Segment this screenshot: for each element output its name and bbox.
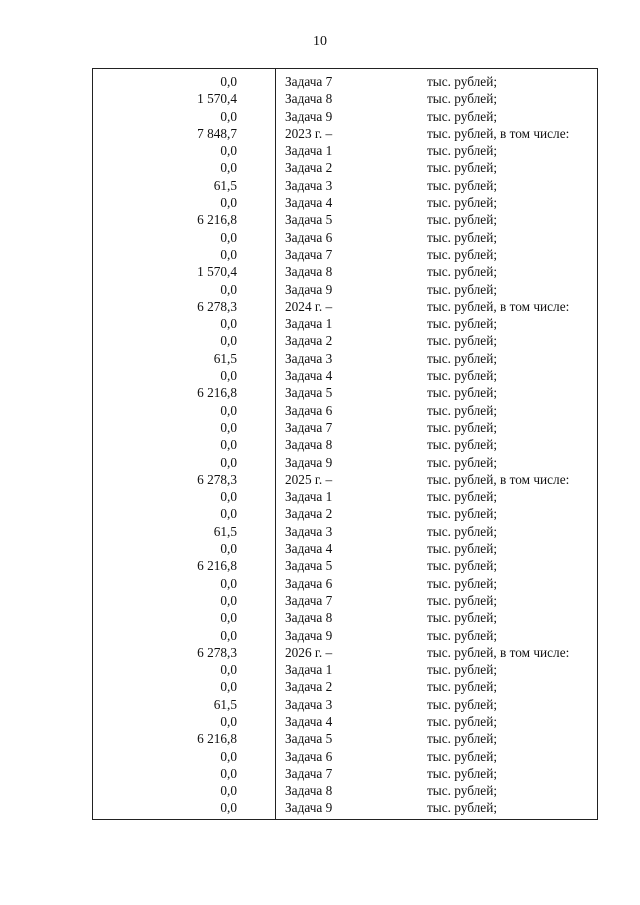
table-row [220,799,597,816]
row-value: 1 570,4 [197,264,237,280]
row-unit: тыс. рублей; [427,713,498,729]
table-row [220,142,597,159]
row-value: 0,0 [220,160,237,176]
row-value: 0,0 [220,108,237,124]
row-value: 6 216,8 [197,385,237,401]
row-label: Задача 2 [285,333,333,349]
row-label: Задача 8 [285,437,333,453]
row-unit: тыс. рублей; [427,765,498,781]
row-label: Задача 7 [285,592,333,608]
row-label: Задача 6 [285,402,333,418]
table-row [220,765,597,782]
table-row [220,367,597,384]
row-value: 0,0 [220,575,237,591]
row-unit: тыс. рублей; [427,800,498,816]
row-value: 0,0 [220,610,237,626]
row-unit: тыс. рублей; [427,662,498,678]
row-value: 0,0 [220,679,237,695]
row-label: Задача 7 [285,765,333,781]
row-unit: тыс. рублей; [427,229,498,245]
row-unit: тыс. рублей; [427,212,498,228]
row-value: 0,0 [220,316,237,332]
table-row [197,644,597,661]
row-label: Задача 1 [285,316,333,332]
row-label: Задача 9 [285,800,333,816]
table-right-column [197,73,597,817]
row-label: 2023 г. – [285,125,333,141]
row-value: 6 278,3 [197,298,237,314]
row-unit: тыс. рублей; [427,541,498,557]
row-unit: тыс. рублей; [427,195,498,211]
table-row [197,125,597,142]
table-row [220,540,597,557]
row-value: 0,0 [220,402,237,418]
row-label: Задача 2 [285,160,333,176]
row-value: 0,0 [220,627,237,643]
row-value: 6 216,8 [197,731,237,747]
table-row [220,678,597,695]
row-unit: тыс. рублей; [427,437,498,453]
row-unit: тыс. рублей, в том числе: [427,298,570,314]
row-label: Задача 2 [285,506,333,522]
row-value: 61,5 [213,177,237,193]
row-unit: тыс. рублей; [427,160,498,176]
row-unit: тыс. рублей; [427,177,498,193]
row-label: Задача 8 [285,610,333,626]
row-value: 0,0 [220,489,237,505]
row-value: 0,0 [220,713,237,729]
row-value: 6 278,3 [197,644,237,660]
table-row [220,609,597,626]
row-value: 0,0 [220,246,237,262]
table-row [197,384,597,401]
table-row [220,454,597,471]
row-unit: тыс. рублей; [427,350,498,366]
table-row [220,661,597,678]
row-label: Задача 8 [285,264,333,280]
row-unit: тыс. рублей; [427,783,498,799]
row-value: 0,0 [220,143,237,159]
row-label: 2024 г. – [285,298,333,314]
row-unit: тыс. рублей; [427,454,498,470]
row-unit: тыс. рублей, в том числе: [427,471,570,487]
table-row [213,350,597,367]
row-label: Задача 1 [285,662,333,678]
table-row [220,73,597,90]
row-value: 0,0 [220,419,237,435]
row-unit: тыс. рублей; [427,108,498,124]
row-value: 0,0 [220,368,237,384]
row-value: 1 570,4 [197,91,237,107]
row-label: Задача 7 [285,246,333,262]
row-value: 0,0 [220,783,237,799]
row-label: Задача 4 [285,195,333,211]
row-unit: тыс. рублей; [427,506,498,522]
row-value: 0,0 [220,229,237,245]
row-label: Задача 9 [285,281,333,297]
row-value: 7 848,7 [197,125,237,141]
table-row [213,523,597,540]
table-row [220,627,597,644]
table-row [197,471,597,488]
table-row [197,730,597,747]
row-label: Задача 9 [285,454,333,470]
row-unit: тыс. рублей, в том числе: [427,125,570,141]
row-label: Задача 6 [285,575,333,591]
table-row [213,696,597,713]
table-row [220,281,597,298]
table-row [220,159,597,176]
row-value: 0,0 [220,541,237,557]
row-unit: тыс. рублей; [427,610,498,626]
row-value: 0,0 [220,454,237,470]
row-unit: тыс. рублей; [427,419,498,435]
row-value: 6 278,3 [197,471,237,487]
table-row [220,488,597,505]
row-unit: тыс. рублей; [427,627,498,643]
table-row [220,505,597,522]
row-unit: тыс. рублей, в том числе: [427,644,570,660]
row-unit: тыс. рублей; [427,368,498,384]
row-unit: тыс. рублей; [427,696,498,712]
row-unit: тыс. рублей; [427,731,498,747]
table-row [220,332,597,349]
row-unit: тыс. рублей; [427,575,498,591]
row-label: Задача 8 [285,91,333,107]
row-unit: тыс. рублей; [427,316,498,332]
row-value: 0,0 [220,506,237,522]
row-label: Задача 1 [285,489,333,505]
table-row [220,436,597,453]
row-unit: тыс. рублей; [427,402,498,418]
table-row [220,108,597,125]
row-unit: тыс. рублей; [427,748,498,764]
row-unit: тыс. рублей; [427,246,498,262]
row-unit: тыс. рублей; [427,74,498,89]
row-value: 0,0 [220,281,237,297]
row-unit: тыс. рублей; [427,592,498,608]
row-label: Задача 6 [285,229,333,245]
row-unit: тыс. рублей; [427,489,498,505]
row-value: 0,0 [220,765,237,781]
table-row [220,402,597,419]
row-label: Задача 1 [285,143,333,159]
row-label: Задача 5 [285,212,333,228]
row-unit: тыс. рублей; [427,523,498,539]
row-label: Задача 4 [285,368,333,384]
row-label: Задача 8 [285,783,333,799]
row-value: 0,0 [220,437,237,453]
row-value: 61,5 [213,696,237,712]
table-row [220,782,597,799]
table-row [197,90,597,107]
table-row [220,592,597,609]
row-value: 0,0 [220,662,237,678]
table-row [220,194,597,211]
table-row [220,419,597,436]
row-value: 0,0 [220,74,237,89]
row-unit: тыс. рублей; [427,281,498,297]
row-unit: тыс. рублей; [427,91,498,107]
row-label: Задача 3 [285,350,333,366]
row-value: 0,0 [220,748,237,764]
table-row [197,263,597,280]
row-value: 61,5 [213,523,237,539]
row-label: 2026 г. – [285,644,333,660]
row-unit: тыс. рублей; [427,679,498,695]
row-label: 2025 г. – [285,471,333,487]
row-value: 0,0 [220,333,237,349]
row-label: Задача 3 [285,523,333,539]
row-unit: тыс. рублей; [427,333,498,349]
table-row [220,575,597,592]
row-label: Задача 6 [285,748,333,764]
row-label: Задача 3 [285,696,333,712]
table-row [220,748,597,765]
row-label: Задача 9 [285,627,333,643]
table-row [197,298,597,315]
row-unit: тыс. рублей; [427,385,498,401]
table-row [220,713,597,730]
row-label: Задача 7 [285,419,333,435]
row-label: Задача 4 [285,541,333,557]
row-label: Задача 2 [285,679,333,695]
table-row [220,315,597,332]
row-label: Задача 5 [285,731,333,747]
row-unit: тыс. рублей; [427,558,498,574]
row-label: Задача 4 [285,713,333,729]
table-row [213,177,597,194]
row-unit: тыс. рублей; [427,143,498,159]
row-unit: тыс. рублей; [427,264,498,280]
row-label: Задача 3 [285,177,333,193]
row-value: 0,0 [220,195,237,211]
row-label: Задача 7 [285,74,333,89]
row-label: Задача 9 [285,108,333,124]
row-value: 0,0 [220,800,237,816]
row-value: 6 216,8 [197,558,237,574]
row-label: Задача 5 [285,385,333,401]
table-row [197,557,597,574]
row-value: 61,5 [213,350,237,366]
row-label: Задача 5 [285,558,333,574]
row-value: 6 216,8 [197,212,237,228]
funding-table [92,68,598,820]
table-row [220,246,597,263]
row-value: 0,0 [220,592,237,608]
table-row [197,211,597,228]
table-row [220,229,597,246]
page-number: 10 [313,34,327,49]
